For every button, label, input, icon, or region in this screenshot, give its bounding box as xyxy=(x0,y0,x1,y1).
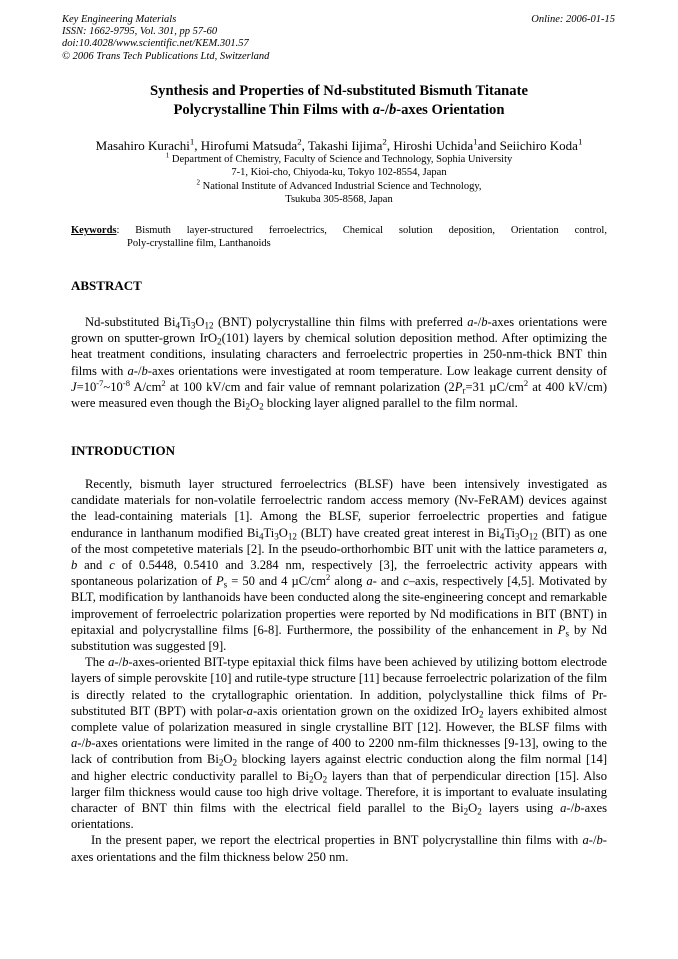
keywords: Keywords: Bismuth layer-structured ferroelectrics, Chemical solution deposition, Orientation control, Poly-crystalline film, Lanthanoids xyxy=(71,225,607,249)
affiliation-2: $^2$ National Institute of Advanced Industrial Science and Technology, xyxy=(196,178,482,192)
affiliations: $^1$ Department of Chemistry, Faculty of Science and Technology, Sophia University 7-1, Kioi-cho, Chiyoda-ku, Tokyo 102-8554, Japan $^2$ National Institute of Advanced Industrial Science and Technology, Tsukuba 305-8568, Japan xyxy=(40,153,638,206)
online-date: Online: 2006-01-15 xyxy=(531,14,615,25)
author-list: Masahiro Kurachi$^1$, Hirofumi Matsuda$^2$, Takashi Iijima$^2$, Hiroshi Uchida$^1$and Seiichiro Koda$^1$ xyxy=(95,136,583,153)
author: Takashi Iijima xyxy=(307,138,383,153)
author: Masahiro Kurachi xyxy=(95,138,190,153)
journal-name: Key Engineering Materials xyxy=(62,14,177,25)
introduction-text: Recently, bismuth layer structured ferroelectrics (BLSF) have been intensively investigated as candidate materials for non-volatile ferroelectric random access memory (Nv-FeRAM) devices against the lead-containing materials [1]. Among the BLSF, superior ferroelectric properties and fatigue endurance in lanthanum modified $Bi_4Ti_3O_{12}$ (BLT) have created great interest in $Bi_4Ti_3O_{12}$ (BIT) as one of the most competetive materials [2]. In the pseudo-orthorhombic BIT unit with the lattice parameters a, b and c of 0.5448, 0.5410 and 3.284 nm, respectively [3], the ferroelectric activity appears with spontaneous polarization of $P_s = 50$ and 4 $\mu C/cm^2$ along a- and c–axis, respectively [4,5]. Motivated by BLT, modification by lanthanoids have been conducted along the site-engineering concept and remarkable improvement of ferroelectric polarization properties were reported by Nd modifications in BIT (BNT) in epitaxial and polycrystalline films [6-8]. Furthermore, the possibility of the enhancement in $P_s$ by Nd substitution was suggested [9]. The a-/b-axes-oriented BIT-type epitaxial thick films have been achieved by utilizing bottom electrode layers of simple perovskite [10] and rutile-type structure [11] because ferroelectric polarization of the film is directly related to the crytallographic orientation. In addition, polyclystalline thick films of Pr-substituted BIT (BPT) with polar-a-axis orientation grown on the oxidized IrO$_2$ layers exhibited almost complete value of polarization measured in single crystalline BIT [12]. However, the BLSF films with a-/b-axes orientations were limited in the range of 400 to 2200 nm-film thicknesses [9-13], owing to the lack of contribution from $Bi_2O_2$ blocking layers against electric conduction along the film normal [14] and higher electric conductivity parallel to $Bi_2O_2$ layers than that of perpendicular direction [15]. Also larger film thickness would cause too high drive voltage. Therefore, it is important to evaluate insulating character of BNT thin films with the electrical field parallel to the $Bi_2O_2$ layers using a-/b-axes orientations. In the present paper, we report the electrical properties in BNT polycrystalline thin films with a-/b- axes orientations and the film thickness below 250 nm. xyxy=(71,477,608,864)
copyright: © 2006 Trans Tech Publications Ltd, Switzerland xyxy=(62,50,270,62)
journal-header xyxy=(62,14,269,63)
title-line-2: Polycrystalline Thin Films with a-/b-axes Orientation xyxy=(173,102,505,118)
doi: doi:10.4028/www.scientific.net/KEM.301.57 xyxy=(62,38,249,50)
introduction-heading: INTRODUCTION xyxy=(71,443,176,458)
title-line-1: Synthesis and Properties of Nd-substituted Bismuth Titanate xyxy=(150,83,528,99)
issn: ISSN: 1662-9795, Vol. 301, pp 57-60 xyxy=(62,26,218,38)
author: Seiichiro Koda xyxy=(499,138,578,153)
author: Hirofumi Matsuda xyxy=(200,138,298,153)
affiliation-1: $^1$ Department of Chemistry, Faculty of Science and Technology, Sophia University xyxy=(165,151,513,165)
keywords-label: Keywords xyxy=(71,225,117,236)
abstract-text: Nd-substituted $Bi_4Ti_3O_{12}$ (BNT) polycrystalline thin films with preferred a-/b-axes orientations were grown on sputter-grown IrO$_2$(101) layers by chemical solution deposition method. After optimizing the heat treatment conditions, insulating characters and ferroelectric properties in 250-nm-thick BNT thin films with a-/b-axes orientations were investigated at room temperature. Low leakage current density of $J=10^{-7}\sim 10^{-8}$ $A/cm^2$ at 100 kV/cm and fair value of remnant polarization ($2P_r=31$ $\mu C/cm^2$ at 400 kV/cm) were measured even though the $Bi_2O_2$ blocking layer aligned parallel to the film normal. xyxy=(71,315,608,412)
abstract-heading: ABSTRACT xyxy=(71,278,142,293)
author: Hiroshi Uchida xyxy=(393,138,474,153)
paper-title xyxy=(40,82,638,120)
